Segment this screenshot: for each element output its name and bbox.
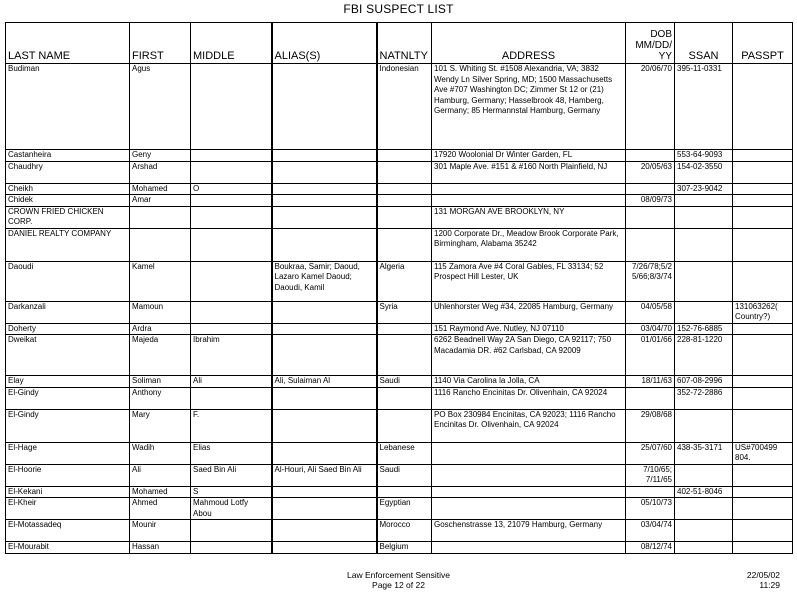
cell-address xyxy=(432,195,626,207)
cell-address xyxy=(432,498,626,520)
cell-middle xyxy=(191,228,272,261)
cell-ssan: 553-64-9093 xyxy=(675,150,733,162)
cell-dob xyxy=(626,486,675,498)
cell-first: Ardra xyxy=(130,323,191,335)
cell-passport xyxy=(733,486,793,498)
table-row xyxy=(6,301,793,323)
cell-address xyxy=(432,442,626,464)
col-header-ssan: SSAN xyxy=(675,23,733,64)
cell-last-name: El-Gindy xyxy=(6,387,130,409)
table-row xyxy=(6,183,793,195)
cell-ssan xyxy=(675,409,733,442)
cell-ssan xyxy=(675,301,733,323)
cell-alias xyxy=(272,150,377,162)
cell-passport xyxy=(733,261,793,301)
cell-nationality: Belgium xyxy=(377,542,432,554)
cell-middle: S xyxy=(191,486,272,498)
cell-passport xyxy=(733,542,793,554)
cell-nationality: Syria xyxy=(377,301,432,323)
table-row xyxy=(6,195,793,207)
table-row xyxy=(6,323,793,335)
cell-nationality xyxy=(377,228,432,261)
cell-passport: 131063262( Country?) xyxy=(733,301,793,323)
cell-dob xyxy=(626,206,675,228)
col-header-natnlty: NATNLTY xyxy=(377,23,432,64)
cell-ssan: 402-51-8046 xyxy=(675,486,733,498)
cell-alias xyxy=(272,387,377,409)
cell-first: Kamel xyxy=(130,261,191,301)
cell-last-name: Darkanzali xyxy=(6,301,130,323)
cell-ssan xyxy=(675,498,733,520)
cell-passport xyxy=(733,183,793,195)
document-title: FBI SUSPECT LIST xyxy=(343,2,454,16)
cell-address: 151 Raymond Ave. Nutley, NJ 07110 xyxy=(432,323,626,335)
cell-dob: 29/08/68 xyxy=(626,409,675,442)
cell-nationality xyxy=(377,335,432,376)
cell-passport xyxy=(733,376,793,388)
cell-alias xyxy=(272,64,377,150)
cell-passport xyxy=(733,64,793,150)
cell-last-name: Chidek xyxy=(6,195,130,207)
cell-middle: Ibrahim xyxy=(191,335,272,376)
cell-dob: 25/07/60 xyxy=(626,442,675,464)
cell-dob: 05/10/73 xyxy=(626,498,675,520)
cell-middle xyxy=(191,150,272,162)
cell-ssan xyxy=(675,206,733,228)
cell-address xyxy=(432,486,626,498)
cell-address: 1116 Rancho Encinitas Dr. Olivenhain, CA 92024 xyxy=(432,387,626,409)
col-header-middle: MIDDLE xyxy=(191,23,272,64)
cell-dob: 04/05/58 xyxy=(626,301,675,323)
cell-alias xyxy=(272,442,377,464)
table-row xyxy=(6,335,793,376)
table-row xyxy=(6,464,793,486)
cell-ssan xyxy=(675,542,733,554)
table-row xyxy=(6,376,793,388)
col-header-passpt: PASSPT xyxy=(733,23,793,64)
cell-first: Ahmed xyxy=(130,498,191,520)
cell-passport xyxy=(733,335,793,376)
cell-last-name: Cheikh xyxy=(6,183,130,195)
cell-last-name: El-Gindy xyxy=(6,409,130,442)
cell-alias xyxy=(272,195,377,207)
col-header-last-name: LAST NAME xyxy=(6,23,130,64)
cell-dob: 01/01/66 xyxy=(626,335,675,376)
cell-middle xyxy=(191,195,272,207)
cell-alias xyxy=(272,335,377,376)
cell-nationality: Lebanese xyxy=(377,442,432,464)
cell-dob xyxy=(626,228,675,261)
cell-ssan: 395-11-0331 xyxy=(675,64,733,150)
cell-middle xyxy=(191,542,272,554)
cell-address: 1200 Corporate Dr., Meadow Brook Corporate Park, Birmingham, Alabama 35242 xyxy=(432,228,626,261)
cell-passport xyxy=(733,387,793,409)
cell-alias xyxy=(272,183,377,195)
table-row xyxy=(6,409,793,442)
cell-dob xyxy=(626,150,675,162)
cell-middle: Saed Bin Ali xyxy=(191,464,272,486)
cell-last-name: El-Kheir xyxy=(6,498,130,520)
cell-alias xyxy=(272,409,377,442)
cell-first: Mohamed xyxy=(130,486,191,498)
cell-last-name: Elay xyxy=(6,376,130,388)
cell-address: 131 MORGAN AVE BROOKLYN, NY xyxy=(432,206,626,228)
cell-first: Wadih xyxy=(130,442,191,464)
cell-middle xyxy=(191,161,272,183)
cell-ssan xyxy=(675,228,733,261)
cell-dob xyxy=(626,183,675,195)
cell-first: Mounir xyxy=(130,520,191,542)
cell-middle: F. xyxy=(191,409,272,442)
cell-last-name: Daoudi xyxy=(6,261,130,301)
cell-first xyxy=(130,206,191,228)
cell-address: 1140 Via Carolina la Jolla, CA xyxy=(432,376,626,388)
cell-ssan xyxy=(675,195,733,207)
cell-dob: 7/26/78;5/2 5/66;8/3/74 xyxy=(626,261,675,301)
cell-passport xyxy=(733,323,793,335)
cell-last-name: El-Mourabit xyxy=(6,542,130,554)
cell-first: Hassan xyxy=(130,542,191,554)
cell-dob: 08/12/74 xyxy=(626,542,675,554)
cell-dob: 7/10/65; 7/11/65 xyxy=(626,464,675,486)
cell-dob: 03/04/74 xyxy=(626,520,675,542)
cell-middle: Mahmoud Lotfy Abou xyxy=(191,498,272,520)
cell-address: 17920 Woolonial Dr Winter Garden, FL xyxy=(432,150,626,162)
cell-passport: US#700499 804. xyxy=(733,442,793,464)
cell-ssan xyxy=(675,261,733,301)
cell-dob: 18/11/63 xyxy=(626,376,675,388)
table-row xyxy=(6,161,793,183)
table-row xyxy=(6,64,793,150)
cell-nationality: Morocco xyxy=(377,520,432,542)
classification-label: Law Enforcement Sensitive xyxy=(347,570,450,580)
cell-nationality xyxy=(377,409,432,442)
cell-address xyxy=(432,183,626,195)
cell-address: Uhlenhorster Weg #34, 22085 Hamburg, Germany xyxy=(432,301,626,323)
cell-middle: Elias xyxy=(191,442,272,464)
cell-ssan: 438-35-3171 xyxy=(675,442,733,464)
cell-first: Ali xyxy=(130,464,191,486)
cell-nationality: Saudi xyxy=(377,376,432,388)
cell-first: Soliman xyxy=(130,376,191,388)
cell-last-name: Castanheira xyxy=(6,150,130,162)
cell-alias xyxy=(272,520,377,542)
cell-passport xyxy=(733,520,793,542)
cell-last-name: DANIEL REALTY COMPANY xyxy=(6,228,130,261)
cell-alias xyxy=(272,542,377,554)
cell-address xyxy=(432,542,626,554)
cell-nationality: Saudi xyxy=(377,464,432,486)
cell-last-name: CROWN FRIED CHICKEN CORP. xyxy=(6,206,130,228)
cell-last-name: Doherty xyxy=(6,323,130,335)
col-header-address: ADDRESS xyxy=(432,23,626,64)
table-row xyxy=(6,498,793,520)
cell-last-name: El-Motassadeq xyxy=(6,520,130,542)
cell-alias xyxy=(272,323,377,335)
cell-ssan: 152-76-6885 xyxy=(675,323,733,335)
print-date: 22/05/02 xyxy=(746,570,780,580)
col-header-dob: DOB MM/DD/ YY xyxy=(626,23,675,64)
cell-alias: Boukraa, Samir; Daoud, Lazaro Kamel Daoud; Daoudi, Kamil xyxy=(272,261,377,301)
cell-alias xyxy=(272,301,377,323)
table-row xyxy=(6,206,793,228)
cell-ssan: 352-72-2886 xyxy=(675,387,733,409)
cell-nationality: Indonesian xyxy=(377,64,432,150)
cell-first: Anthony xyxy=(130,387,191,409)
cell-first: Majeda xyxy=(130,335,191,376)
header-row xyxy=(6,23,793,64)
cell-nationality xyxy=(377,183,432,195)
cell-middle: O xyxy=(191,183,272,195)
cell-nationality xyxy=(377,150,432,162)
cell-ssan: 607-08-2996 xyxy=(675,376,733,388)
cell-nationality: Egyptian xyxy=(377,498,432,520)
cell-dob: 03/04/70 xyxy=(626,323,675,335)
cell-last-name: El-Hage xyxy=(6,442,130,464)
cell-middle xyxy=(191,261,272,301)
cell-nationality xyxy=(377,323,432,335)
cell-middle xyxy=(191,206,272,228)
cell-first: Geny xyxy=(130,150,191,162)
cell-ssan: 307-23-9042 xyxy=(675,183,733,195)
cell-passport xyxy=(733,228,793,261)
col-header-alias: ALIAS(S) xyxy=(272,23,377,64)
cell-first: Amar xyxy=(130,195,191,207)
table-row xyxy=(6,542,793,554)
cell-dob: 08/09/73 xyxy=(626,195,675,207)
cell-nationality xyxy=(377,161,432,183)
cell-passport xyxy=(733,150,793,162)
cell-alias: Al-Houri, Ali Saed Bin Ali xyxy=(272,464,377,486)
cell-address: PO Box 230984 Encinitas, CA 92023; 1116 Rancho Encinitas Dr. Olivenhain, CA 92024 xyxy=(432,409,626,442)
table-row xyxy=(6,520,793,542)
table-row xyxy=(6,442,793,464)
cell-first: Agus xyxy=(130,64,191,150)
table-row xyxy=(6,150,793,162)
cell-alias xyxy=(272,486,377,498)
cell-passport xyxy=(733,206,793,228)
cell-alias xyxy=(272,206,377,228)
cell-middle xyxy=(191,387,272,409)
cell-first: Mohamed xyxy=(130,183,191,195)
cell-nationality: Algeria xyxy=(377,261,432,301)
cell-address: 301 Maple Ave. #151 & #160 North Plainfield, NJ xyxy=(432,161,626,183)
cell-nationality xyxy=(377,195,432,207)
cell-ssan: 154-02-3550 xyxy=(675,161,733,183)
cell-nationality xyxy=(377,387,432,409)
cell-nationality xyxy=(377,486,432,498)
cell-alias: Ali, Sulaiman Al xyxy=(272,376,377,388)
cell-last-name: El-Hoorie xyxy=(6,464,130,486)
cell-middle xyxy=(191,520,272,542)
cell-middle xyxy=(191,64,272,150)
cell-first: Mamoun xyxy=(130,301,191,323)
cell-passport xyxy=(733,195,793,207)
cell-last-name: Dweikat xyxy=(6,335,130,376)
cell-middle: Ali xyxy=(191,376,272,388)
cell-alias xyxy=(272,228,377,261)
cell-dob xyxy=(626,387,675,409)
cell-dob: 20/06/70 xyxy=(626,64,675,150)
cell-first: Mary xyxy=(130,409,191,442)
table-row xyxy=(6,486,793,498)
cell-last-name: Chaudhry xyxy=(6,161,130,183)
table-row xyxy=(6,228,793,261)
print-time: 11:29 xyxy=(759,580,780,590)
suspect-table xyxy=(5,22,793,554)
cell-passport xyxy=(733,409,793,442)
cell-last-name: El-Kekani xyxy=(6,486,130,498)
cell-passport xyxy=(733,464,793,486)
cell-ssan: 228-81-1220 xyxy=(675,335,733,376)
cell-address xyxy=(432,464,626,486)
cell-alias xyxy=(272,161,377,183)
cell-nationality xyxy=(377,206,432,228)
cell-address: 6262 Beadnell Way 2A San Diego, CA 92117; 750 Macadamia DR. #62 Carlsbad, CA 92009 xyxy=(432,335,626,376)
cell-dob: 20/05/63 xyxy=(626,161,675,183)
page-footer xyxy=(0,570,797,590)
cell-passport xyxy=(733,161,793,183)
cell-alias xyxy=(272,498,377,520)
table-row xyxy=(6,261,793,301)
cell-ssan xyxy=(675,520,733,542)
cell-middle xyxy=(191,323,272,335)
col-header-first: FIRST xyxy=(130,23,191,64)
page-number: Page 12 of 22 xyxy=(372,580,425,590)
print-timestamp xyxy=(747,570,780,590)
cell-address: Goschenstrasse 13, 21079 Hamburg, Germany xyxy=(432,520,626,542)
cell-passport xyxy=(733,498,793,520)
cell-address: 101 S. Whiting St. #1508 Alexandria, VA; 3832 Wendy Ln Silver Spring, MD; 1500 Massachusetts Ave #707 Washington DC; Zimmer St 12 or (21) Hamburg, Germany; Hasselbrook 48, Hamberg, Germany; 85 Hermannstal Hamburg, Germany xyxy=(432,64,626,150)
cell-first: Arshad xyxy=(130,161,191,183)
cell-last-name: Budiman xyxy=(6,64,130,150)
table-row xyxy=(6,387,793,409)
cell-first xyxy=(130,228,191,261)
cell-address: 115 Zamora Ave #4 Coral Gables, FL 33134; 52 Prospect Hill Lester, UK xyxy=(432,261,626,301)
cell-ssan xyxy=(675,464,733,486)
cell-middle xyxy=(191,301,272,323)
